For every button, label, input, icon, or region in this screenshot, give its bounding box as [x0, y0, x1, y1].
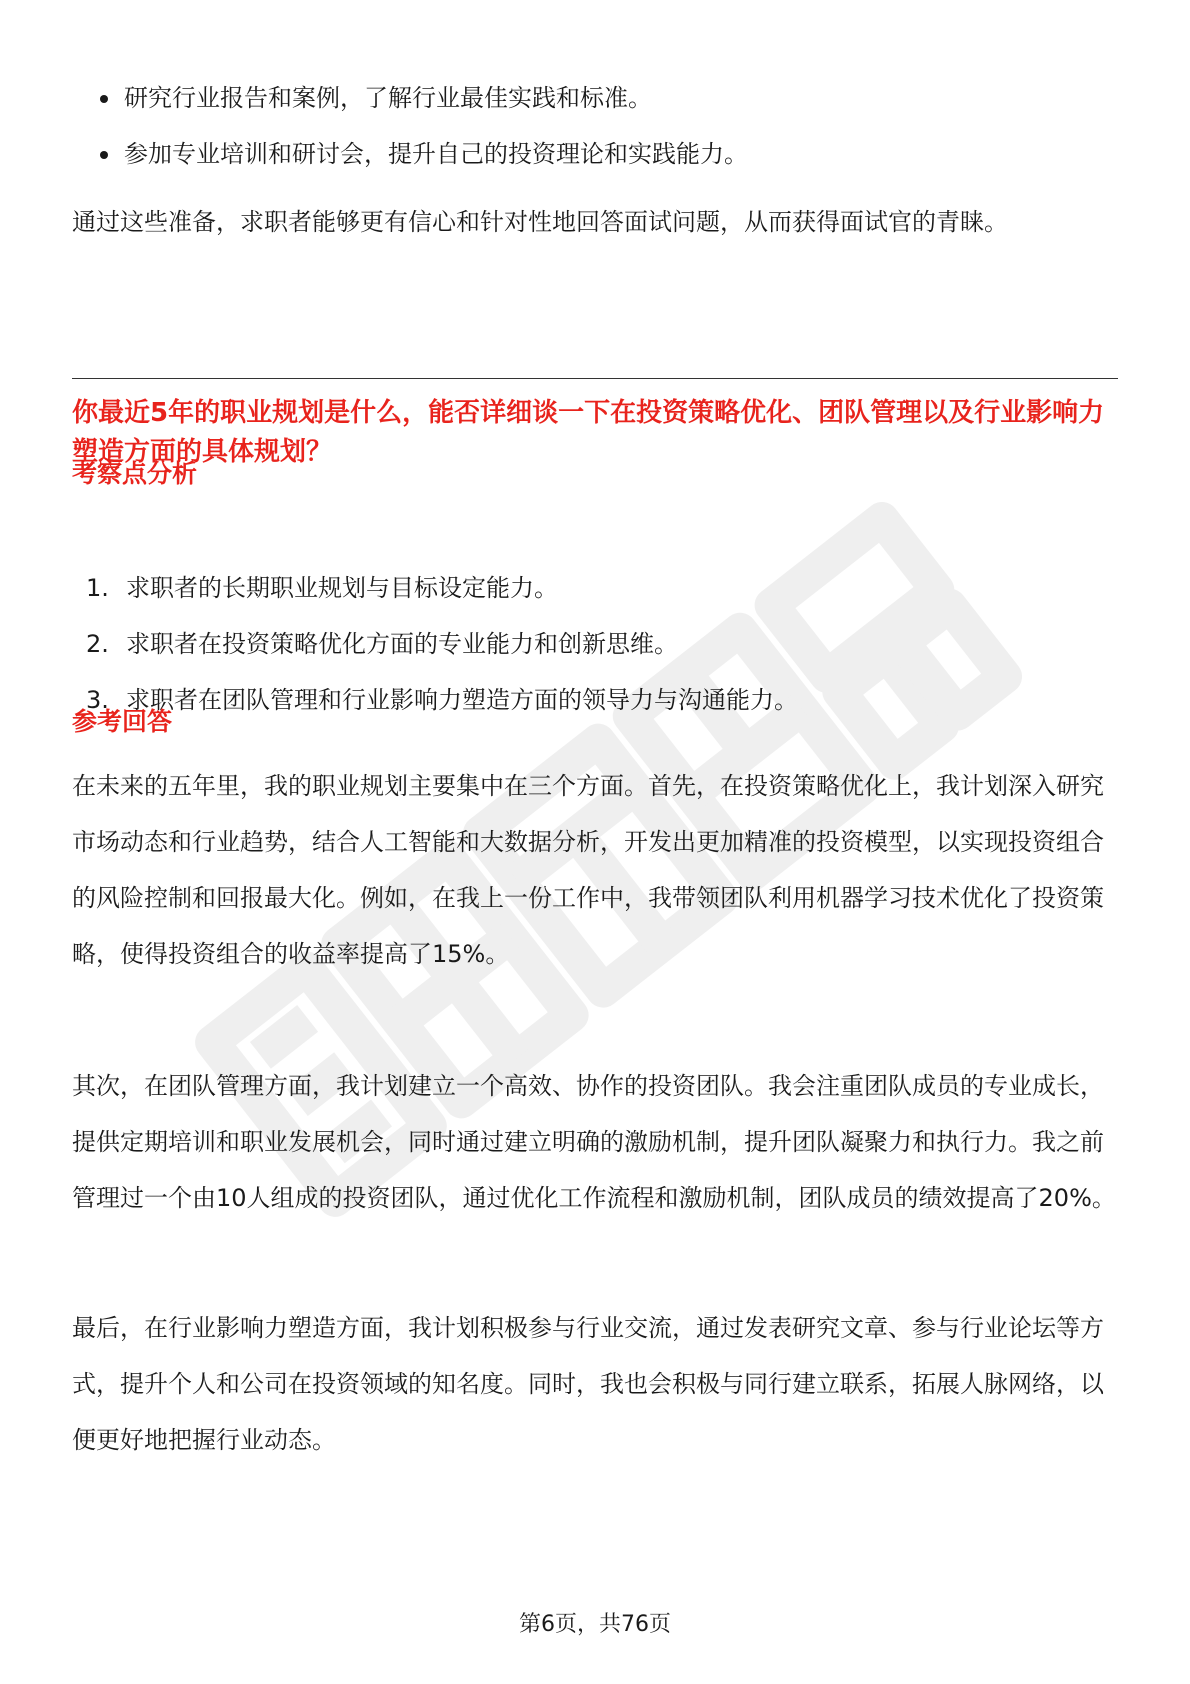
page-footer: 第6页，共76页: [519, 1612, 671, 1637]
answer-paragraph: 在未来的五年里，我的职业规划主要集中在三个方面。首先，在投资策略优化上，我计划深入研究市场动态和行业趋势，结合人工智能和大数据分析，开发出更加精准的投资模型，以实现投资组合的风险控制和回报最大化。例如，在我上一份工作中，我带领团队利用机器学习技术优化了投资策略，使得投资组合的收益率提高了15%。: [72, 772, 1104, 968]
list-item: [72, 560, 1118, 616]
analysis-list: [72, 560, 1118, 728]
question-title: 你最近5年的职业规划是什么，能否详细谈一下在投资策略优化、团队管理以及行业影响力塑造方面的具体规划？: [72, 398, 1105, 467]
list-item-text: 求职者的长期职业规划与目标设定能力。: [126, 574, 558, 602]
list-number: 2.: [86, 630, 109, 658]
answer-heading: 参考回答: [72, 707, 173, 736]
answer-paragraph: 其次，在团队管理方面，我计划建立一个高效、协作的投资团队。我会注重团队成员的专业成长，提供定期培训和职业发展机会，同时通过建立明确的激励机制，提升团队凝聚力和执行力。我之前管理过一个由10人组成的投资团队，通过优化工作流程和激励机制，团队成员的绩效提高了20%。: [72, 1072, 1116, 1212]
list-item: [72, 616, 1118, 672]
top-bullet-list: [72, 70, 1118, 182]
conclusion-paragraph: 通过这些准备，求职者能够更有信心和针对性地回答面试问题，从而获得面试官的青睐。: [72, 208, 1008, 236]
list-number: 1.: [86, 574, 109, 602]
analysis-heading: 考察点分析: [72, 459, 198, 488]
list-number: 3.: [86, 686, 109, 714]
list-item-text: 求职者在团队管理和行业影响力塑造方面的领导力与沟通能力。: [126, 686, 798, 714]
list-item: [72, 672, 1118, 728]
list-item-text: 求职者在投资策略优化方面的专业能力和创新思维。: [126, 630, 678, 658]
list-item: 参加专业培训和研讨会，提升自己的投资理论和实践能力。: [72, 126, 1118, 182]
answer-paragraph: 最后，在行业影响力塑造方面，我计划积极参与行业交流，通过发表研究文章、参与行业论坛等方式，提升个人和公司在投资领域的知名度。同时，我也会积极与同行建立联系，拓展人脉网络，以便更好地把握行业动态。: [72, 1314, 1104, 1454]
section-divider: [72, 378, 1118, 379]
list-item: 研究行业报告和案例，了解行业最佳实践和标准。: [72, 70, 1118, 126]
